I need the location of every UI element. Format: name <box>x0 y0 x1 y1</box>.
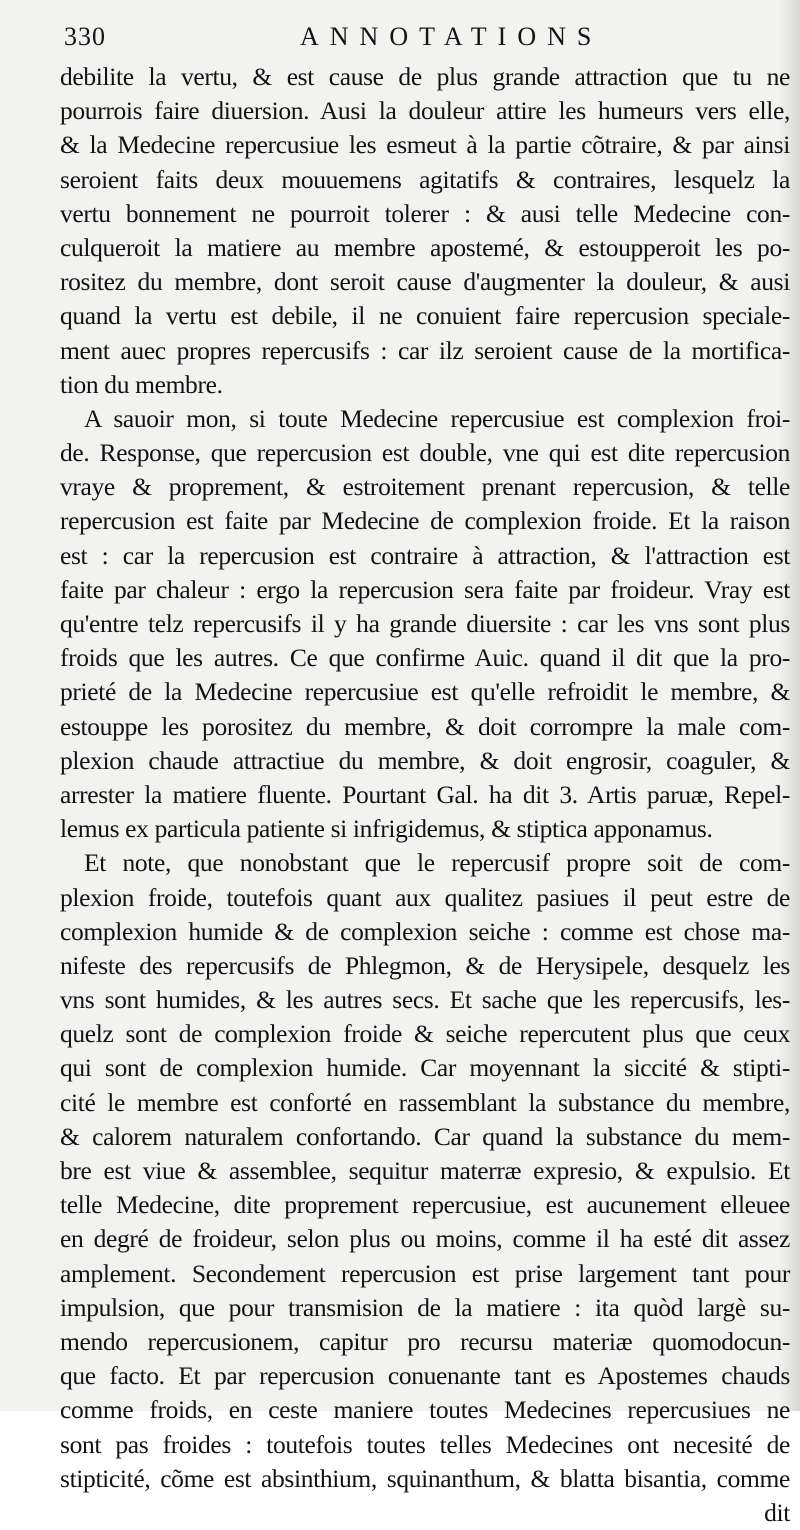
text-line: arrester la matiere fluente. Pourtant Gal. ha dit 3. Artis paruæ, Repel- <box>60 779 790 809</box>
text-line: telle Medecine, dite proprement repercusiue, est aucunement elleuee <box>60 1190 790 1220</box>
text-line: estouppe les porositez du membre, & doit corrompre la male com- <box>60 711 790 741</box>
text-line: & la Medecine repercusiue les esmeut à la partie cõtraire, & par ainsi <box>60 130 790 160</box>
text-line: nifeste des repercusifs de Phlegmon, & de Herysipele, desquelz les <box>60 950 790 980</box>
text-line: vertu bonnement ne pourroit tolerer : & ausi telle Medecine con- <box>60 198 790 228</box>
text-line: est : car la repercusion est contraire à attraction, & l'attraction est <box>60 540 790 570</box>
text-line: qui sont de complexion humide. Car moyennant la siccité & stipti- <box>60 1053 790 1083</box>
text-line: tion du membre. <box>60 369 223 399</box>
text-line: pourrois faire diuersion. Ausi la douleur attire les humeurs vers elle, <box>60 96 790 126</box>
text-line: cité le membre est conforté en rassemblant la substance du membre, <box>60 1087 790 1117</box>
text-line: Et note, que nonobstant que le repercusif propre soit de com- <box>84 848 790 878</box>
text-line: quelz sont de complexion froide & seiche repercutent plus que ceux <box>60 1019 790 1049</box>
text-line: en degré de froideur, selon plus ou moins, comme il ha esté dit assez <box>60 1224 790 1254</box>
text-line: lemus ex particula patiente si infrigidemus, & stiptica apponamus. <box>60 814 713 844</box>
text-line: qu'entre telz repercusifs il y ha grande diuersite : car les vns sont plus <box>60 609 790 638</box>
text-line: vraye & proprement, & estroitement prenant repercusion, & telle <box>60 472 790 502</box>
text-line: de. Response, que repercusion est double, vne qui est dite repercusion <box>60 438 790 468</box>
text-line: quand la vertu est debile, il ne conuient faire repercusion speciale- <box>60 301 790 331</box>
text-line: vns sont humides, & les autres secs. Et sache que les repercusifs, les- <box>60 985 790 1015</box>
text-line: que facto. Et par repercusion conuenante tant es Apostemes chauds <box>60 1361 790 1391</box>
text-line: amplement. Secondement repercusion est prise largement tant pour <box>60 1258 790 1288</box>
page-header <box>64 22 754 58</box>
text-line: seroient faits deux mouuemens agitatifs & contraires, lesquelz la <box>60 164 790 194</box>
text-line: A sauoir mon, si toute Medecine repercusiue est complexion froi- <box>84 403 790 433</box>
text-line: ment auec propres repercusifs : car ilz seroient cause de la mortifica- <box>60 335 790 365</box>
text-line: faite par chaleur : ergo la repercusion sera faite par froideur. Vray est <box>60 574 790 604</box>
body-text <box>60 60 790 1530</box>
text-line: impulsion, que pour transmision de la matiere : ita quòd largè su- <box>60 1292 790 1322</box>
text-line: stipticité, cõme est absinthium, squinanthum, & blatta bisantia, comme <box>60 1463 790 1493</box>
text-line: mendo repercusionem, capitur pro recursu materiæ quomodocun- <box>60 1326 790 1356</box>
text-line: froids que les autres. Ce que confirme Auic. quand il dit que la pro- <box>60 643 790 673</box>
text-line: bre est viue & assemblee, sequitur materræ expresio, & expulsio. Et <box>60 1156 790 1185</box>
text-line: rositez du membre, dont seroit cause d'augmenter la douleur, & ausi <box>60 267 790 297</box>
text-line: & calorem naturalem confortando. Car quand la substance du mem- <box>60 1121 790 1151</box>
text-line: plexion chaude attractiue du membre, & doit engrosir, coaguler, & <box>60 745 790 775</box>
text-line: debilite la vertu, & est cause de plus grande attraction que tu ne <box>60 62 790 91</box>
text-line: plexion froide, toutefois quant aux qualitez pasiues il peut estre de <box>60 882 790 912</box>
page-number: 330 <box>64 22 106 51</box>
text-line: culqueroit la matiere au membre apostemé, & estoupperoit les po- <box>60 232 790 262</box>
text-line: prieté de la Medecine repercusiue est qu'elle refroidit le membre, & <box>60 677 790 707</box>
text-line: sont pas froides : toutefois toutes telles Medecines ont necesité de <box>60 1429 790 1459</box>
text-line: comme froids, en ceste maniere toutes Medecines repercusiues ne <box>60 1395 790 1425</box>
text-line: repercusion est faite par Medecine de complexion froide. Et la raison <box>60 506 790 536</box>
text-line: complexion humide & de complexion seiche : comme est chose ma- <box>60 916 790 946</box>
running-head: ANNOTATIONS <box>300 22 603 51</box>
catchword: dit <box>764 1497 790 1527</box>
